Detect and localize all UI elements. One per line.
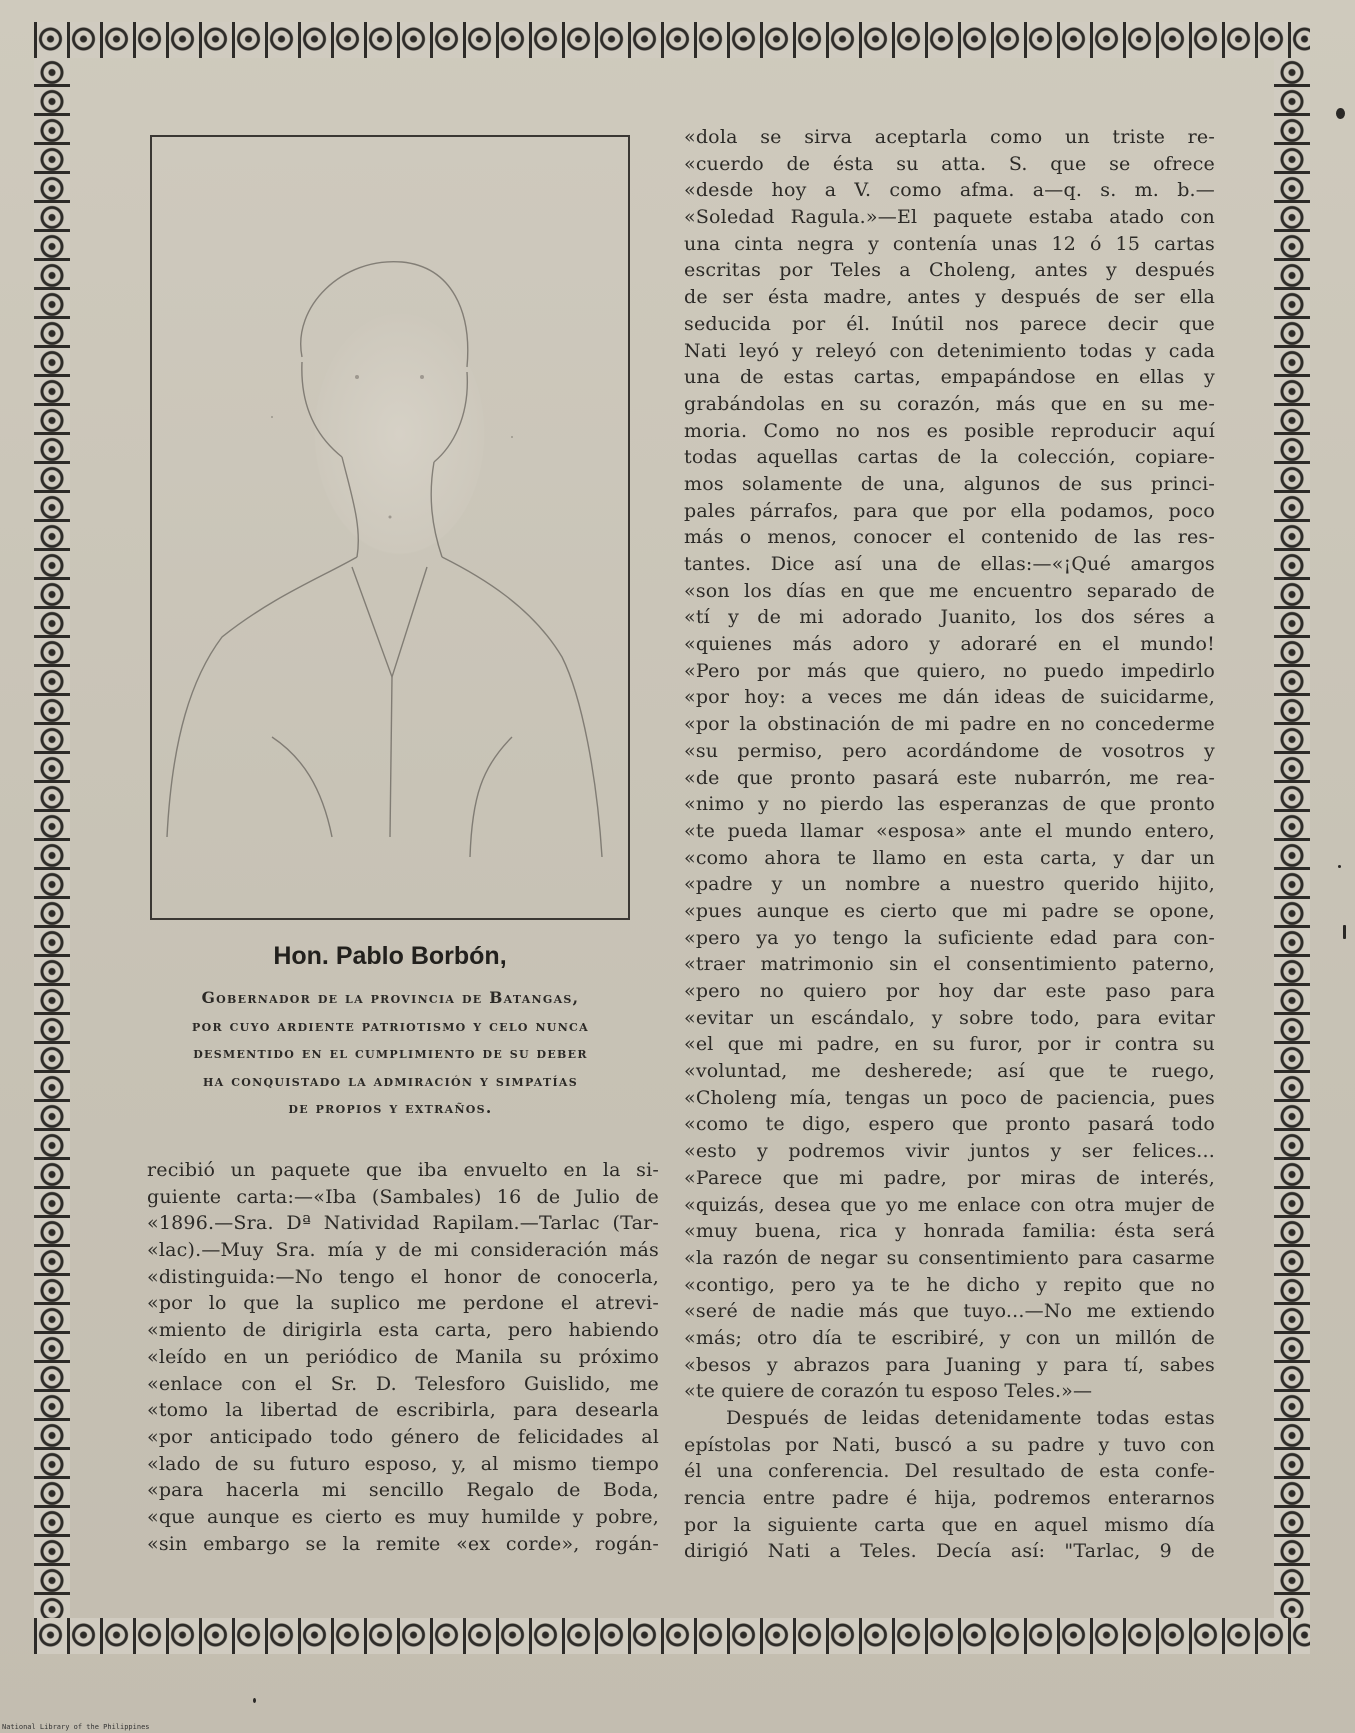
- text-line: «Pero por más que quiero, no puedo impedirlo: [684, 659, 1215, 682]
- caption-line: de propios y extraños.: [288, 1098, 493, 1117]
- text-line: «como ahora te llamo en esta carta, y dar un: [684, 846, 1215, 869]
- library-credit: National Library of the Philippines: [2, 1723, 150, 1731]
- caption-line: por cuyo ardiente patriotismo y celo nunca: [192, 1015, 589, 1035]
- text-line: «1896.—Sra. Dª Natividad Rapilam.—Tarlac (Tar-: [147, 1212, 659, 1235]
- text-line: dirigió Nati a Teles. Decía así: "Tarlac, 9 de: [684, 1540, 1215, 1563]
- text-line: «Choleng mía, tengas un poco de paciencia, pues: [684, 1086, 1215, 1109]
- text-line: «por lo que la suplico me perdone el atrevi-: [147, 1292, 659, 1315]
- text-line: «el que mi padre, en su furor, por ir contra su: [684, 1033, 1215, 1056]
- ornamental-border-left: [34, 58, 70, 1618]
- text-line: moria. Como no nos es posible reproducir aquí: [684, 419, 1215, 442]
- text-line: una cinta negra y contenía unas 12 ó 15 cartas: [684, 232, 1215, 255]
- text-line: «miento de dirigirla esta carta, pero habiendo: [147, 1319, 659, 1342]
- caption-title: Hon. Pablo Borbón,: [273, 942, 507, 970]
- text-line: «tomo la libertad de escribirla, para desearla: [147, 1399, 659, 1422]
- text-line: mos solamente de una, algunos de sus princi-: [684, 472, 1215, 495]
- right-column-text: [684, 124, 1215, 1565]
- ornamental-border-right: [1274, 58, 1310, 1618]
- text-line: «distinguida:—No tengo el honor de conocerla,: [147, 1265, 659, 1288]
- text-line: «seré de nadie más que tuyo...—No me extiendo: [684, 1300, 1215, 1323]
- text-line: pales párrafos, para que por ella podamos, poco: [684, 499, 1215, 522]
- text-line: «contigo, pero ya te he dicho y repito que no: [684, 1273, 1215, 1296]
- text-line: «enlace con el Sr. D. Telesforo Guislido, me: [147, 1372, 659, 1395]
- text-line: «sin embargo se la remite «ex corde», rogán-: [147, 1532, 659, 1555]
- text-line: «por la obstinación de mi padre en no concederme: [684, 713, 1215, 736]
- text-line: Nati leyó y releyó con detenimiento todas y cada: [684, 339, 1215, 362]
- text-line: «lac).—Muy Sra. mía y de mi consideración más: [147, 1239, 659, 1262]
- text-line: «para hacerla mi sencillo Regalo de Boda,: [147, 1479, 659, 1502]
- text-line: de ser ésta madre, antes y después de ser ella: [684, 286, 1215, 309]
- text-line: «lado de su futuro esposo, y, al mismo tiempo: [147, 1452, 659, 1475]
- text-line: «besos y abrazos para Juaning y para tí, sabes: [684, 1353, 1215, 1376]
- text-line: «padre y un nombre a nuestro querido hijito,: [684, 873, 1215, 896]
- text-line: «que aunque es cierto es muy humilde y pobre,: [147, 1505, 659, 1528]
- text-line: «su permiso, pero acordándome de vosotros y: [684, 739, 1215, 762]
- text-line: «son los días en que me encuentro separado de: [684, 579, 1215, 602]
- ink-speck: [1338, 865, 1341, 868]
- ornamental-border-bottom: [34, 1618, 1310, 1654]
- text-line: todas aquellas cartas de la colección, copiare-: [684, 446, 1215, 469]
- text-line: «tí y de mi adorado Juanito, los dos séres a: [684, 606, 1215, 629]
- caption-line: Gobernador de la provincia de Batangas,: [201, 988, 580, 1007]
- text-line: «quizás, desea que yo me enlace con otra mujer de: [684, 1193, 1215, 1216]
- text-line: «dola se sirva aceptarla como un triste re-: [684, 126, 1215, 148]
- text-line: una de estas cartas, empapándose en ellas y: [684, 366, 1215, 389]
- text-line: «pero no quiero por hoy dar este paso para: [684, 980, 1215, 1002]
- ink-speck: [1343, 925, 1346, 939]
- text-line: «quienes más adoro y adoraré en el mundo!: [684, 633, 1215, 656]
- caption-text: [143, 984, 638, 1122]
- text-line: guiente carta:—«Iba (Sambales) 16 de Julio de: [147, 1185, 659, 1208]
- text-line: «nimo y no pierdo las esperanzas de que pronto: [684, 793, 1215, 816]
- text-line: «evitar un escándalo, y sobre todo, para evitar: [684, 1006, 1215, 1029]
- portrait-photo: [150, 135, 630, 920]
- text-line: «como te digo, espero que pronto pasará todo: [684, 1113, 1215, 1136]
- text-line: Después de leidas detenidamente todas estas: [726, 1407, 1215, 1429]
- text-line: más o menos, conocer el contenido de las res-: [684, 526, 1215, 549]
- text-line: «cuerdo de ésta su atta. S. que se ofrece: [684, 152, 1215, 175]
- text-line: «la razón de negar su consentimiento para casarme: [684, 1246, 1215, 1269]
- left-column-text: [147, 1157, 659, 1557]
- ink-speck: [1336, 108, 1345, 119]
- text-line: seducida por él. Inútil nos parece decir que: [684, 312, 1215, 335]
- text-line: «de que pronto pasará este nubarrón, me rea-: [684, 766, 1215, 789]
- text-line: «voluntad, me desherede; así que te ruego,: [684, 1060, 1215, 1083]
- text-line: recibió un paquete que iba envuelto en la si-: [147, 1159, 659, 1181]
- engraved-portrait-icon: [152, 137, 628, 918]
- ink-speck: [253, 1698, 256, 1703]
- text-line: escritas por Teles a Choleng, antes y después: [684, 259, 1215, 282]
- caption-line: ha conquistado la admiración y simpatías: [202, 1070, 578, 1090]
- text-line: «muy buena, rica y honrada familia: ésta será: [684, 1220, 1215, 1243]
- text-line: «por hoy: a veces me dán ideas de suicidarme,: [684, 686, 1215, 709]
- text-line: «pues aunque es cierto que mi padre se opone,: [684, 899, 1215, 922]
- text-line: «traer matrimonio sin el consentimiento paterno,: [684, 953, 1215, 976]
- text-line: tantes. Dice así una de ellas:—«¡Qué amargos: [684, 553, 1215, 575]
- text-line: «Parece que mi padre, por miras de interés,: [684, 1166, 1215, 1189]
- text-line: por la siguiente carta que en aquel mismo día: [684, 1513, 1215, 1536]
- caption-line: desmentido en el cumplimiento de su deber: [193, 1043, 588, 1062]
- text-line: rencia entre padre é hija, podremos enterarnos: [684, 1487, 1215, 1510]
- text-line: «te quiere de corazón tu esposo Teles.»—: [684, 1380, 1093, 1403]
- text-line: «por anticipado todo género de felicidades al: [147, 1425, 659, 1448]
- text-line: epístolas por Nati, buscó a su padre y tuvo con: [684, 1433, 1215, 1456]
- text-line: «esto y podremos vivir juntos y ser felices...: [684, 1140, 1215, 1163]
- text-line: «desde hoy a V. como afma. a—q. s. m. b.—: [684, 179, 1215, 202]
- ornamental-border-top: [34, 22, 1310, 58]
- text-line: «más; otro día te escribiré, y con un millón de: [684, 1326, 1215, 1349]
- text-line: «Soledad Ragula.»—El paquete estaba atado con: [684, 206, 1215, 229]
- text-line: él una conferencia. Del resultado de esta confe-: [684, 1460, 1215, 1483]
- text-line: «te pueda llamar «esposa» ante el mundo entero,: [684, 819, 1215, 842]
- text-line: «leído en un periódico de Manila su próximo: [147, 1345, 659, 1368]
- text-line: grabándolas en su corazón, más que en su me-: [684, 392, 1215, 415]
- text-line: «pero ya yo tengo la suficiente edad para con-: [684, 926, 1215, 949]
